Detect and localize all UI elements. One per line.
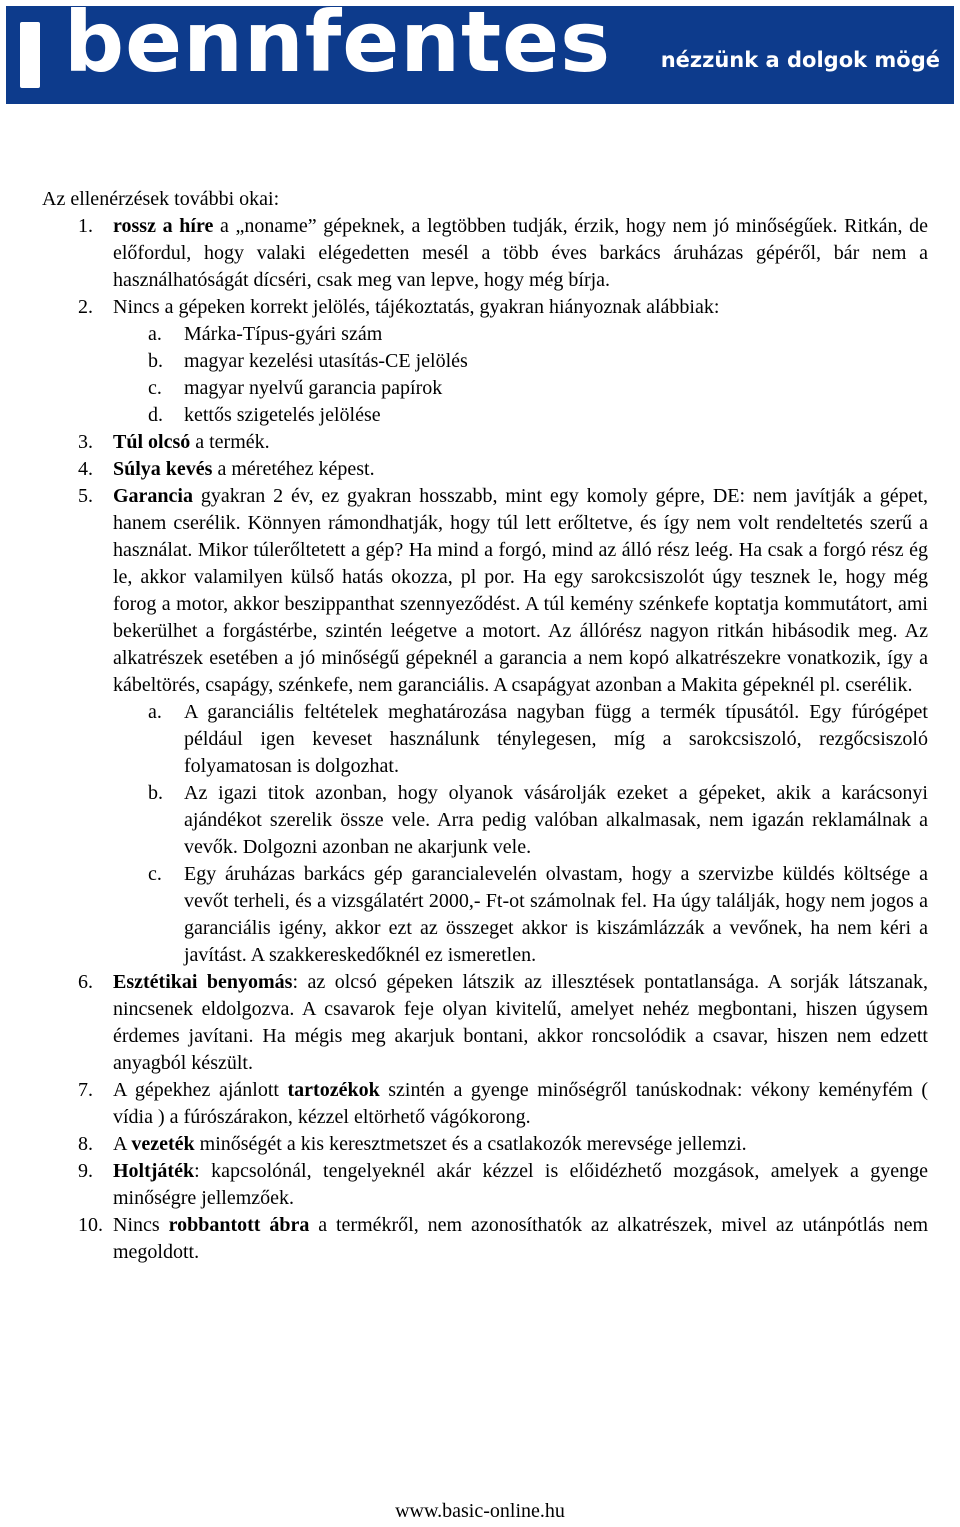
list-item [42, 1212, 928, 1266]
list-item-text [113, 429, 928, 456]
sub-list-item [113, 861, 928, 969]
list-item-description: a méretéhez képest. [212, 458, 375, 480]
list-item [42, 213, 928, 294]
article-body [42, 186, 928, 1266]
list-item-text [113, 1131, 928, 1158]
list-item-description: : kapcsolónál, tengelyeknél akár kézzel is előidézhető mozgások, amelyek a gyenge minőségre jellemzőek. [113, 1160, 928, 1209]
list-item-number: 10. [78, 1214, 103, 1236]
list-item-text [113, 1158, 928, 1212]
list-item [42, 1131, 928, 1158]
list-item-text [113, 483, 928, 969]
list-item-text [113, 969, 928, 1077]
list-item-keyword: tartozékok [287, 1079, 380, 1101]
sub-list-item [113, 402, 928, 429]
list-item [42, 294, 928, 429]
list-item-number: 7. [78, 1079, 93, 1101]
list-item-description: a termék. [190, 431, 270, 453]
list-item [42, 1158, 928, 1212]
list-item-text [113, 1212, 928, 1266]
list-item-keyword: Súlya kevés [113, 458, 213, 480]
sub-list-item [113, 375, 928, 402]
list-item-description: a termékről, nem azonosíthatók az alkatrészek, mivel az utánpótlás nem megoldott. [113, 1214, 928, 1263]
list-item-number: 5. [78, 485, 93, 507]
sub-list-item-letter: a. [148, 701, 162, 723]
list-item-keyword: vezeték [131, 1133, 195, 1155]
list-item-number: 3. [78, 431, 93, 453]
sub-list-item-text: Egy áruházas barkács gép garancialevelén olvastam, hogy a szervizbe küldés költsége a vevőt terheli, és a vizsgálatért 2000,- Ft-ot számolnak fel. Ha úgy találják, hogy nem jogos a garanciális igény, akkor ezt az összeget akkor is kiszámlázzák a vevőnek, ha nem kéri a javítást. A szakkereskedőknél ez ismeretlen. [184, 863, 928, 966]
list-item-keyword: robbantott ábra [168, 1214, 310, 1236]
logo-bar-icon [20, 22, 40, 88]
list-item-description: szintén a gyenge minőségről tanúskodnak: vékony keményfém ( vídia ) a fúrószárakon, kézzel eltörhető vágókorong. [113, 1079, 928, 1128]
list-item-number: 8. [78, 1133, 93, 1155]
sub-list-item-text: kettős szigetelés jelölése [184, 404, 381, 426]
sub-list-item [113, 699, 928, 780]
list-item-number: 6. [78, 971, 93, 993]
sub-list-item-text: Az igazi titok azonban, hogy olyanok vásárolják ezeket a gépeket, akik a karácsonyi ajándékot szerelik össze vele. Arra pedig valóban alkalmasak, nem igazán reklamálnak a vevők. Dolgozni azonban ne akarjunk vele. [184, 782, 928, 858]
list-item-description: gyakran 2 év, ez gyakran hosszabb, mint egy komoly gépre, DE: nem javítják a gépet, hanem cserélik. Könnyen rámondhatják, hogy túl lett erőltetve, és így nem volt rendeltetés szerű a használat. Mikor túlerőltetett a gép? Ha mind a forgó, mind az álló rész leég. Ha csak a forgó rész ég le, akkor valamilyen külső hatás okozza, pl por. Ha egy sarokcsiszolót úgy tesznek le, hogy még forog a motor, akkor beszippanthat szennyeződést. A túl kemény szénkefe koptatja kommutátort, ami bekerülhet a forgástérbe, szintén leégetve a motort. Az állórész nagyon ritkán hibásodik meg. Az alkatrészek esetében a jó minőségű gépeknél a garancia a nem kopó alkatrészekre vonatkozik, így a kábeltörés, csapágy, szénkefe, nem garanciális. A csapágyat azonban a Makita gépeknél pl. cserélik. [113, 485, 928, 696]
footer-url[interactable]: www.basic-online.hu [395, 1500, 565, 1522]
list-item-keyword: Holtjáték [113, 1160, 195, 1182]
list-item-text [113, 294, 928, 429]
reasons-list [42, 213, 928, 1266]
list-item-description: Nincs a gépeken korrekt jelölés, tájékoztatás, gyakran hiányoznak alábbiak: [113, 296, 720, 318]
sub-list-item-letter: b. [148, 782, 163, 804]
sub-list-item [113, 348, 928, 375]
sub-list-item-letter: d. [148, 404, 163, 426]
list-item-prefix: A [113, 1133, 132, 1155]
list-item-description: a „noname” gépeknek, a legtöbben tudják, érzik, hogy nem jó minőségűek. Ritkán, de előfordul, hogy valaki elégedetten mesél a több éves barkács áruházas gépéről, bár nem a használhatóságát dícséri, csak meg van lepve, hogy még bírja. [113, 215, 928, 291]
list-item-description: : az olcsó gépeken látszik az illesztések pontatlansága. A sorják látszanak, nincsenek eldolgozva. A csavarok feje olyan kivitelű, amelyet nehéz megbontani, hiszen úgysem érdemes javítani. Ha mégis meg akarjuk bontani, akkor roncsolódik a csavar, hiszen nem edzett anyagból készült. [113, 971, 928, 1074]
list-item-text [113, 1077, 928, 1131]
sub-list [42, 699, 928, 969]
sub-list-item-text: A garanciális feltételek meghatározása nagyban függ a termék típusától. Egy fúrógépet például igen keveset használunk ténylegesen, míg a sarokcsiszoló, rezgőcsiszoló folyamatosan is dolgozhat. [184, 701, 928, 777]
list-item [42, 483, 928, 969]
sub-list-item-letter: a. [148, 323, 162, 345]
sub-list-item-text: Márka-Típus-gyári szám [184, 323, 383, 345]
list-item-number: 2. [78, 296, 93, 318]
logo[interactable]: bennfentes [64, 6, 612, 91]
list-item-keyword: rossz a híre [113, 215, 214, 237]
list-item-prefix: Nincs [113, 1214, 169, 1236]
list-item [42, 1077, 928, 1131]
sub-list-item-letter: c. [148, 377, 162, 399]
list-item [42, 969, 928, 1077]
slogan: nézzünk a dolgok mögé [660, 48, 940, 72]
header-banner [6, 6, 954, 104]
list-item-description: minőségét a kis keresztmetszet és a csatlakozók merevsége jellemzi. [194, 1133, 747, 1155]
list-item-number: 9. [78, 1160, 93, 1182]
sub-list-item [113, 321, 928, 348]
sub-list [42, 321, 928, 429]
list-item [42, 429, 928, 456]
sub-list-item-text: magyar nyelvű garancia papírok [184, 377, 443, 399]
sub-list-item-text: magyar kezelési utasítás-CE jelölés [184, 350, 468, 372]
sub-list-item-letter: c. [148, 863, 162, 885]
list-item-keyword: Garancia [113, 485, 193, 507]
intro-text: Az ellenérzések további okai: [42, 188, 280, 210]
sub-list-item [113, 780, 928, 861]
list-item-keyword: Esztétikai benyomás [113, 971, 293, 993]
list-item-text [113, 456, 928, 483]
list-item-keyword: Túl olcsó [113, 431, 191, 453]
list-item-number: 1. [78, 215, 93, 237]
list-item [42, 456, 928, 483]
list-item-text [113, 213, 928, 294]
list-item-number: 4. [78, 458, 93, 480]
list-item-prefix: A gépekhez ajánlott [113, 1079, 288, 1101]
sub-list-item-letter: b. [148, 350, 163, 372]
